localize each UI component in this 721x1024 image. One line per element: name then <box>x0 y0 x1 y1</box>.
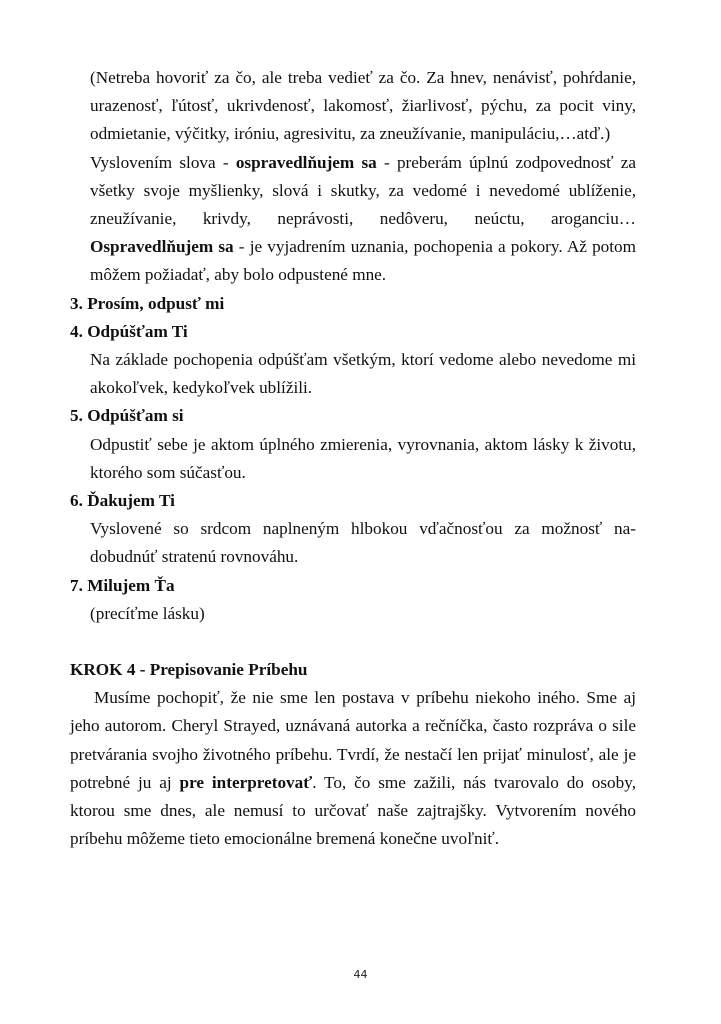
item-text-7: (precíťme lásku) <box>90 603 205 623</box>
apology-paragraph <box>70 149 636 290</box>
step-body-text-1: Musíme pochopiť, že nie sme len postava v príbehu niekoho iného. Sme aj jeho autorom. Cheryl Strayed, uznávaná autorka a rečníčka, často rozpráva o sile pretvárania svojho životného príbehu. Tvrdí, že nestačí len prijať minulosť, ale je potrebné ju aj <box>70 688 636 792</box>
step-heading: KROK 4 - Prepisovanie Príbehu <box>70 660 308 680</box>
item-text-4: Na základe pochopenia odpúšťam všetkým, ktorí vedome alebo nevedome mi akokoľvek, kedykoľvek ublížili. <box>90 350 636 398</box>
apology-text-1: Vyslovením slova - <box>90 152 236 172</box>
step-body-bold: pre interpretovať <box>179 772 313 792</box>
apology-bold-2: Ospravedlňujem sa <box>90 237 234 257</box>
apology-text-2: - preberám úplnú zodpovednosť za všetky svoje myšlienky, slová i skutky, za vedomé i nevedomé ublíženie, zneužívanie, krivdy, neprávosti, nedôveru, neúctu, aroganciu… <box>90 152 636 229</box>
item-heading-5: 5. Odpúšťam si <box>70 406 184 426</box>
apology-text-3: - je vyjadrením uznania, pochopenia a pokory. Až potom môžem požiadať, aby bolo odpustené mne. <box>90 237 637 285</box>
item-text-6: Vyslovené so srdcom naplneným hlbokou vďačnosťou za možnosť nadobudnúť stratenú rovnováhu. <box>90 519 636 567</box>
item-heading-3: 3. Prosím, odpusť mi <box>70 293 225 313</box>
section-gap <box>70 628 636 656</box>
item-text-5: Odpustiť sebe je aktom úplného zmierenia, vyrovnania, aktom lásky k životu, ktorého som súčasťou. <box>90 434 636 482</box>
item-heading-6: 6. Ďakujem Ti <box>70 491 175 511</box>
page-content <box>70 64 636 853</box>
item-heading-7: 7. Milujem Ťa <box>70 575 175 595</box>
step-body-paragraph <box>70 684 636 853</box>
emotions-paragraph: (Netreba hovoriť za čo, ale treba vedieť za čo. Za hnev, nenávisť, pohŕdanie, urazenosť, ľútosť, ukrivdenosť, lakomosť, žiarlivosť, pýchu, za pocit viny, odmietanie, výčitky, iróniu, agresivitu, za zneužívanie, manipuláciu,…atď.) <box>90 68 636 144</box>
item-heading-4: 4. Odpúšťam Ti <box>70 321 188 341</box>
step-body-text-2: . To, čo sme zažili, nás tvarovalo do osoby, ktorou sme dnes, ale nemusí to určovať naše zajtrajšky. Vytvorením nového príbehu môžeme tieto emocionálne bremená konečne uvoľniť. <box>70 772 636 849</box>
page-number: 44 <box>353 968 368 981</box>
apology-bold-1: ospravedlňujem sa <box>235 152 377 172</box>
